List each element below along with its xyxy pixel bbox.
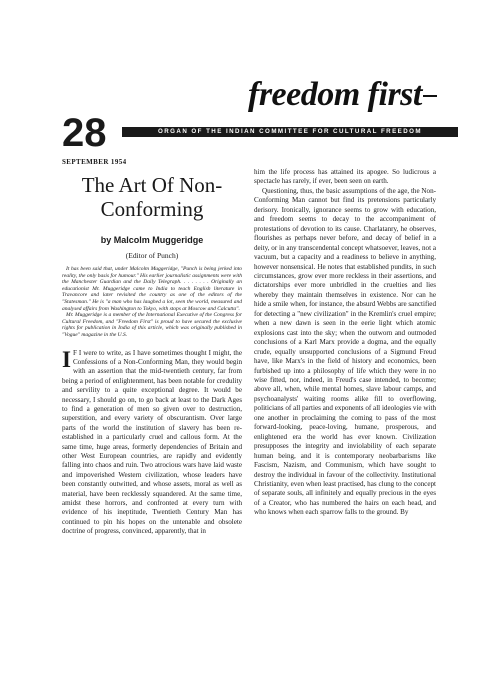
right-column xyxy=(254,168,436,518)
body-paragraph: him the life process has attained its apogee. So ludicrous a spectacle has rarely, if ever, been seen on earth. xyxy=(254,168,436,186)
body-text-left xyxy=(62,346,242,537)
issue-number: 28 xyxy=(62,111,107,155)
body-paragraph: Questioning, thus, the basic assumptions of the age, the Non-Conforming Man cannot but find its pretensions particularly derisory. Ironically, ignorance seems to grow with education, and freedom seems to decay to the accompaniment of protestations of devotion to its cause. Charlatanry, he observes, flourishes as perhaps never before, and decay of belief in a deity, or in any transcendental concept whatsoever, leaves, not a vacuum, but a capacity and a readiness to believe in anything, however nonsensical. He notes that established pundits, in such circumstances, grow ever more reckless in their assertions, and dictatorships ever more unbridled in the cruelties and lies whereby they maintain themselves in existence. Nor can he hide a smile when, for instance, the absurd Webbs are sanctified for detecting a "new civilization" in the Kremlin's cruel empire; when a new dawn is seen in the eerie light which atomic explosions cast into the sky; when the outworn and outmoded conclusions of a Karl Marx provide a dogma, and the equally crude, equally unsupported conclusions of a Sigmund Freud have, like Marx's in the field of history and economics, been furbished up into a philosophy of life which they were in no wise fitted, nor, indeed, in Freud's case intended, to become; above all, when, while mental homes, slave labour camps, and psychoanalysts' waiting rooms alike fill to overflowing, politicians of all parties and exponents of all ideologies vie with one another in proclaiming the coming to pass of the most forward-looking, peace-loving, humane, prosperous, and enlightened era the world has ever known. Civilization presupposes the integrity and inviolability of each separate human being, and it is contemporary neobarbarisms like Fascism, Nazism, and Communism, which have sought to destroy the individual in favour of the collectivity. Institutional Christianity, even when least practised, has clung to the concept of separate souls, all infinitely and equally precious in the eyes of a Creator, who has numbered the hairs on each head, and who knows when each sparrow falls to the ground. By xyxy=(254,186,436,517)
author-introduction xyxy=(62,266,242,339)
masthead-title: freedom first xyxy=(248,76,422,113)
organ-banner: ORGAN OF THE INDIAN COMMITTEE FOR CULTURAL FREEDOM xyxy=(122,127,458,137)
body-paragraph: F I were to write, as I have sometimes thought I might, the Confessions of a Non-Conforming Man, they would begin with an assertion that the mid-twentieth century, far from being a period of enlightenment, has been notable for credulity and servility to a quite exceptional degree. It would be necessary, I should go on, to go back at least to the Dark Ages to find a generation of men so given over to destruction, superstition, and every variety of obscurantism. Over large parts of the world the institution of slavery has been re-established in a particularly cruel and callous form. At the same time, huge areas, formerly dependencies of Britain and other West European countries, are rapidly and evidently falling into chaos and ruin. Two atrocious wars have laid waste and impoverished Western civilization, whose leaders have been constantly outwitted, and whose assets, moral as well as material, have been recklessly squandered. At the same time, amidst these horrors, and confronted at every turn with evidence of his ineptitude, Twentieth Century Man has continued to pin his hopes on the untenable and obsolete doctrine of progress, convinced, apparently, that in xyxy=(62,348,242,536)
article-title: The Art Of Non-Conforming xyxy=(81,173,223,221)
intro-paragraph: It has been said that, under Malcolm Muggeridge, "Punch is being jerked into reality, the only basis for humour." His earlier journalistic assignments were with the Manchester Guardian and the Daily Telegraph. . . . . . . . Originally an educationist Mr. Muggeridge came to India to teach English literature in Travancore and later revisited the country as one of the editors of the "Statesman." He is "a man who has laughed a lot, seen the world, measured and analysed affairs from Washington to Tokyo, with stops at Moscow and Calcutta". xyxy=(62,266,242,312)
masthead-rule xyxy=(423,95,437,97)
drop-cap: I xyxy=(62,346,71,372)
author-role: (Editor of Punch) xyxy=(125,251,179,260)
left-column xyxy=(62,170,242,537)
article-byline: by Malcolm Muggeridge xyxy=(100,235,204,245)
issue-date: SEPTEMBER 1954 xyxy=(62,158,127,166)
intro-paragraph: Mr. Muggeridge is a member of the International Executive of the Congress for Cultural Freedom, and "Freedom First" is proud to have secured the exclusive rights for publication in India of this article, which was originally published in "Vogue" magazine in the U.S. xyxy=(62,312,242,338)
